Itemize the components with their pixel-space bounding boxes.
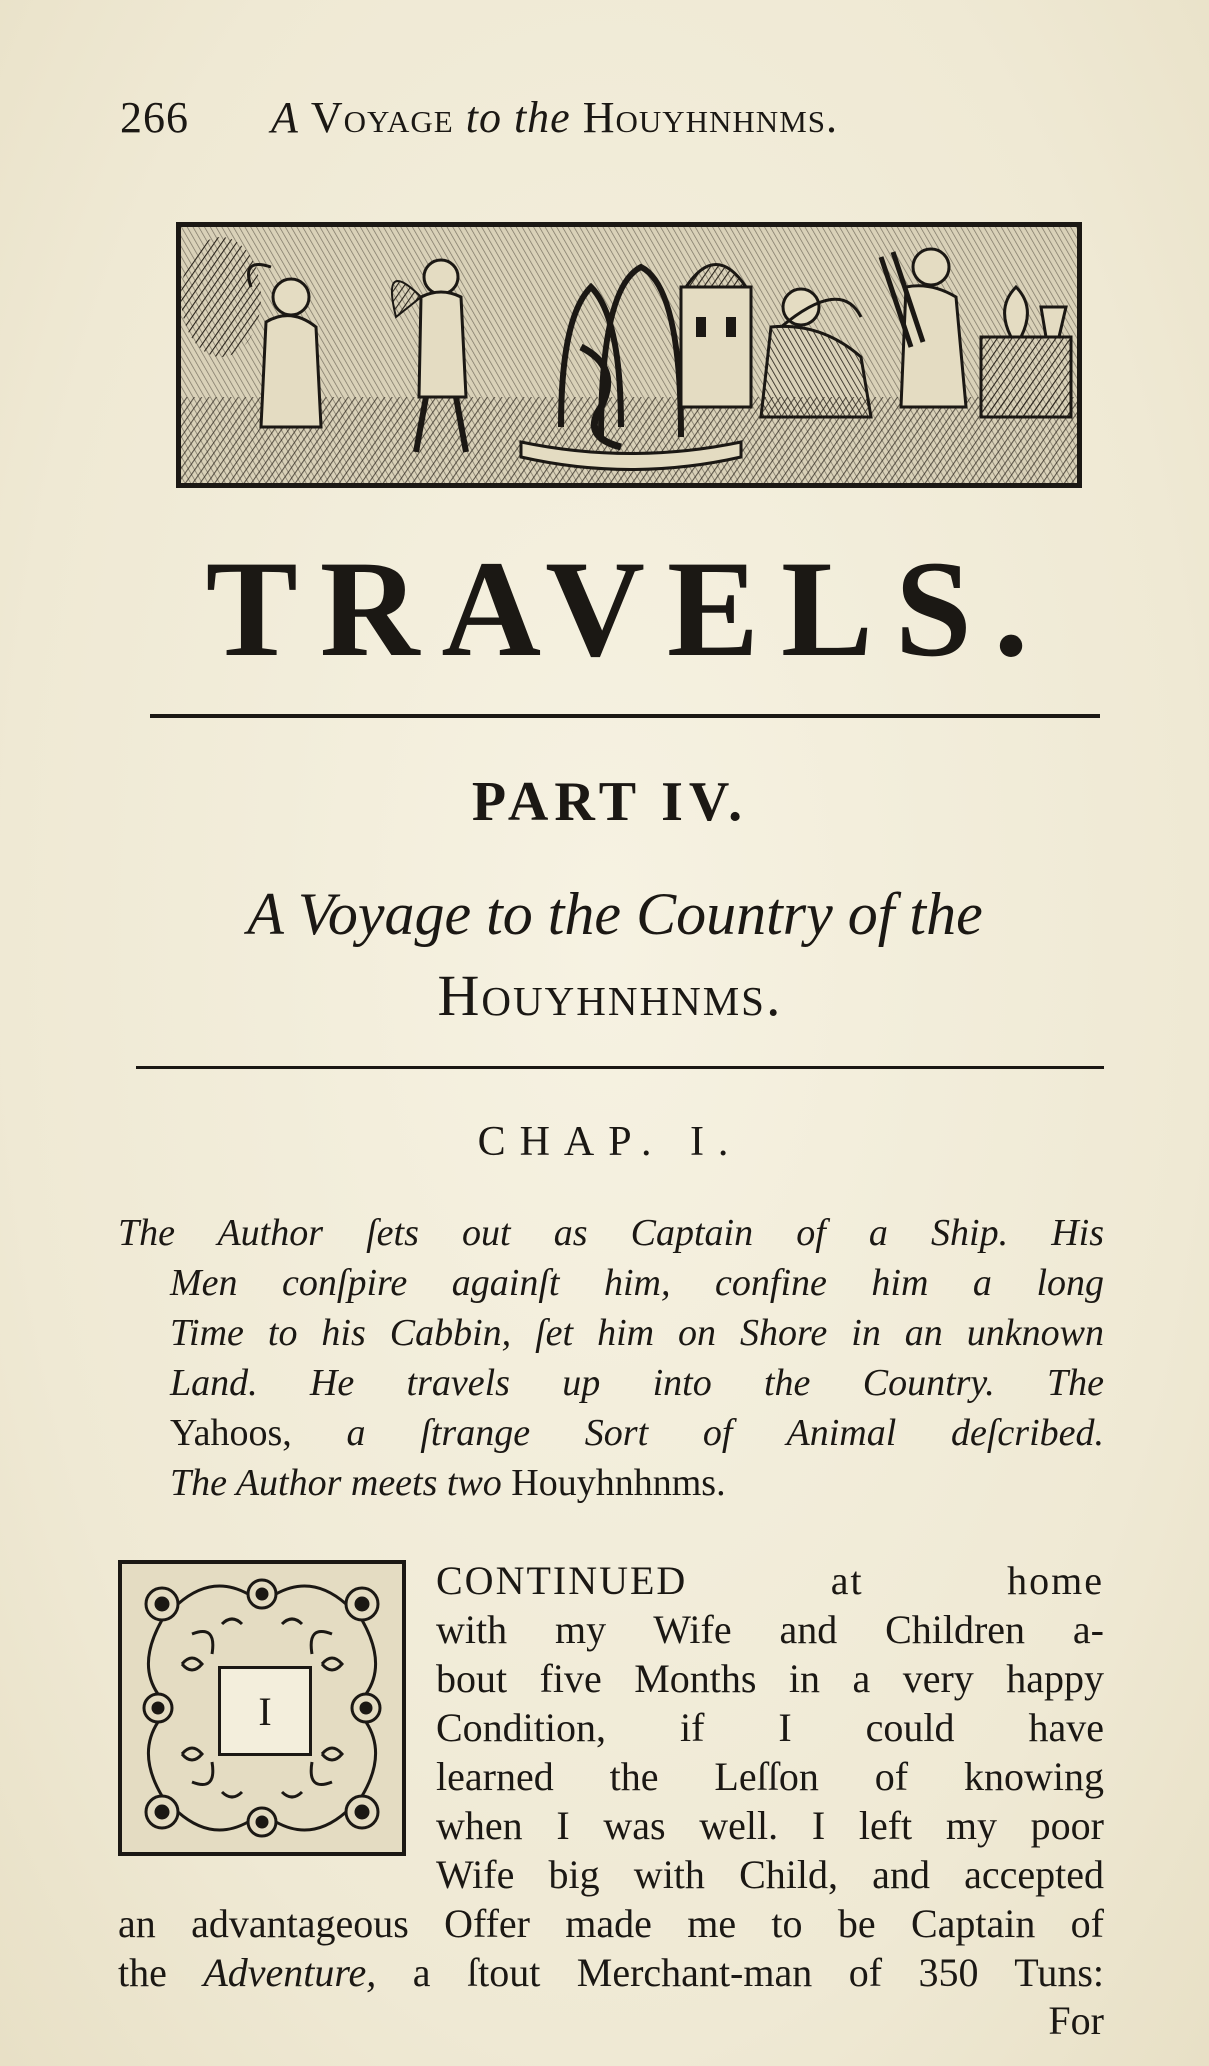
body-line: an advantageous Offer made me to be Captain of — [118, 1901, 1104, 1946]
title-rule — [150, 714, 1100, 718]
part-heading: PART IV. — [471, 771, 749, 833]
running-head-voyage: Voyage — [310, 93, 454, 142]
country-name: Houyhnhnms. — [437, 963, 783, 1028]
body-line: CONTINUED at home — [436, 1558, 1104, 1603]
catchword: For — [1048, 1998, 1104, 2043]
body-line: with my Wife and Children a- — [436, 1607, 1104, 1652]
body-line: Condition, if I could have — [436, 1705, 1104, 1750]
main-title: TRAVELS. — [205, 532, 1051, 685]
running-head-connector: to the — [465, 93, 571, 142]
chapter-heading: CHAP. I. — [477, 1119, 743, 1165]
body-line: bout five Months in a very happy — [436, 1656, 1104, 1701]
summary-line: Men conſpire againſt him, confine him a long — [170, 1262, 1104, 1304]
ship-name: Adventure, — [203, 1950, 377, 1995]
section-rule — [136, 1066, 1104, 1069]
woodcut-headpiece-icon — [176, 222, 1082, 488]
summary-houyhnhnms: Houyhnhnms. — [511, 1462, 726, 1504]
summary-line: Land. He travels up into the Country. The — [170, 1362, 1104, 1404]
summary-line — [118, 1458, 1104, 1508]
body-line: Wife big with Child, and accepted — [436, 1852, 1104, 1897]
body-line: when I was well. I left my poor — [436, 1803, 1104, 1848]
summary-line6-italic: The Author meets two — [170, 1462, 502, 1504]
running-head-country: Houyhnhnms. — [582, 93, 838, 142]
summary-line5-rest: a ſtrange Sort of Animal deſcribed. — [346, 1412, 1105, 1454]
summary-yahoos: Yahoos, — [170, 1412, 292, 1454]
summary-line: The Author ſets out as Captain of a Ship. His — [118, 1212, 1104, 1254]
body-text-full — [118, 1899, 1104, 1997]
body-line: learned the Leſſon of knowing — [436, 1754, 1104, 1799]
running-head-article: A — [271, 93, 299, 142]
body-line9-rest: a ſtout Merchant-man of 350 Tuns: — [412, 1950, 1104, 1995]
floral-initial-icon — [118, 1560, 406, 1856]
running-head — [120, 92, 1080, 143]
body-the: the — [118, 1950, 167, 1995]
summary-line — [118, 1408, 1104, 1458]
body-text-column — [436, 1556, 1104, 1899]
page-number: 266 — [120, 93, 189, 142]
summary-line: Time to his Cabbin, ſet him on Shore in an unknown — [170, 1312, 1104, 1354]
initial-letter: I — [218, 1666, 312, 1756]
voyage-subtitle: A Voyage to the Country of the — [247, 881, 983, 947]
chapter-summary — [118, 1208, 1104, 1508]
body-line — [118, 1948, 1104, 1997]
